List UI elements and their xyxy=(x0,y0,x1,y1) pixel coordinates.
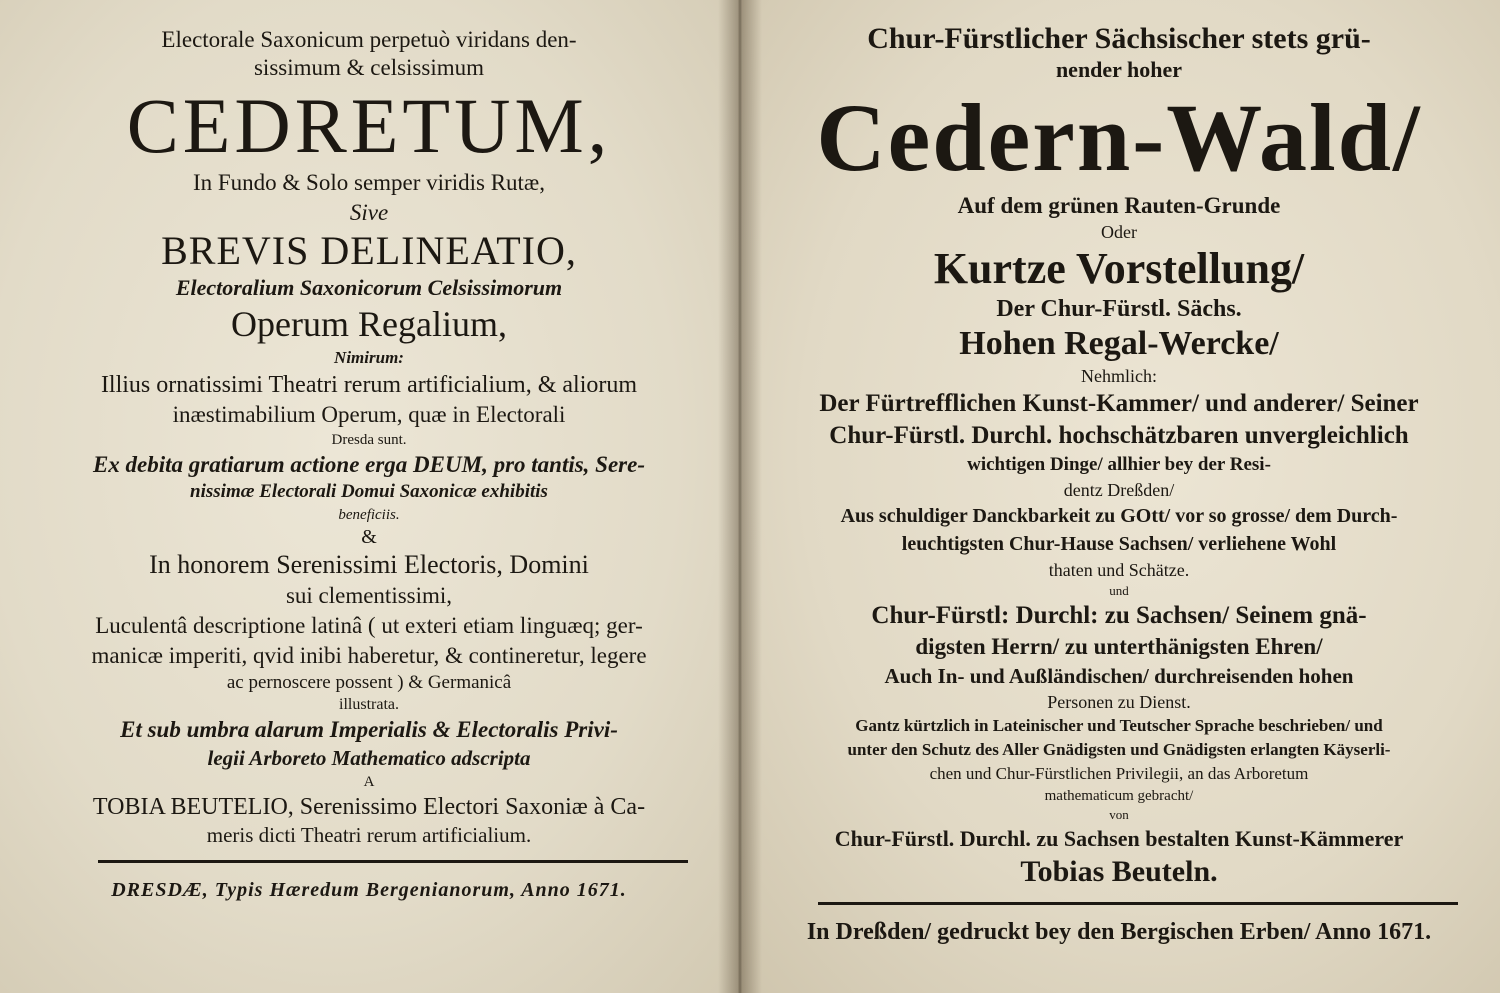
german-title-line: Auf dem grünen Rauten-Grunde xyxy=(957,193,1281,218)
german-subtitle: Hohen Regal-Wercke/ xyxy=(959,325,1279,362)
german-body-line: thaten und Schätze. xyxy=(1048,560,1190,580)
latin-author-line: TOBIA BEUTELIO, Serenissimo Electori Saxoniæ à Ca- xyxy=(92,794,646,820)
latin-body-line: beneficiis. xyxy=(338,507,400,523)
latin-title-line: In Fundo & Solo semper viridis Rutæ, xyxy=(192,170,546,195)
latin-title-line: sissimum & celsissimum xyxy=(253,55,485,80)
latin-body-line: & xyxy=(361,526,377,548)
german-body-line: Chur-Fürstl. Durchl. hochschätzbaren unvergleichlich xyxy=(829,422,1409,449)
latin-body-line: nissimæ Electorali Domui Saxonicæ exhibitis xyxy=(190,481,548,502)
german-body-line: chen und Chur-Fürstlichen Privilegii, an das Arboretum xyxy=(929,764,1309,783)
german-author-name: Tobias Beuteln. xyxy=(1020,855,1218,888)
left-title-page xyxy=(0,0,738,993)
latin-title-line: Electorale Saxonicum perpetuò viridans den- xyxy=(161,27,577,52)
german-imprint: In Dreßden/ gedruckt bey den Bergischen Erben/ Anno 1671. xyxy=(806,919,1432,945)
latin-title-line: Electoralium Saxonicorum Celsissimorum xyxy=(175,275,563,300)
german-body-line: wichtigen Dinge/ allhier bey der Resi- xyxy=(967,454,1271,475)
imprint-rule xyxy=(818,902,1458,905)
latin-body-line: illustrata. xyxy=(339,696,399,713)
german-body-line: Chur-Fürstl: Durchl: zu Sachsen/ Seinem gnä- xyxy=(871,602,1367,629)
german-title-line: Oder xyxy=(1101,222,1137,242)
german-body-line: Auch In- und Außländischen/ durchreisenden hohen xyxy=(884,664,1354,688)
latin-body-line: ac pernoscere possent ) & Germanicâ xyxy=(226,672,512,693)
german-body-line: leuchtigsten Chur-Hause Sachsen/ verliehene Wohl xyxy=(901,533,1337,555)
latin-title-line: Sive xyxy=(349,200,389,225)
latin-subtitle: BREVIS DELINEATIO, xyxy=(161,228,577,273)
german-title-line: Nehmlich: xyxy=(1081,366,1157,386)
latin-body-line: Ex debita gratiarum actione erga DEUM, pro tantis, Sere- xyxy=(92,452,646,477)
latin-body-line: manicæ imperiti, qvid inibi haberetur, & contineretur, legere xyxy=(91,643,647,668)
german-subtitle: Kurtze Vorstellung/ xyxy=(933,244,1305,293)
latin-body-line: In honorem Serenissimi Electoris, Domini xyxy=(149,550,589,579)
latin-body-line: sui clementissimi, xyxy=(285,583,453,608)
latin-author-line: meris dicti Theatri rerum artificialium. xyxy=(206,823,532,847)
latin-body-line: A xyxy=(363,774,375,790)
latin-body-line: Dresda sunt. xyxy=(331,432,407,448)
latin-body-line: Et sub umbra alarum Imperialis & Electoralis Privi- xyxy=(120,717,618,742)
german-body-line: mathematicum gebracht/ xyxy=(1044,788,1194,804)
german-body-line: Gantz kürtzlich in Lateinischer und Teutscher Sprache beschrieben/ und xyxy=(855,716,1383,735)
german-body-line: Personen zu Dienst. xyxy=(1047,692,1191,712)
latin-body-line: Illius ornatissimi Theatri rerum artificialium, & aliorum xyxy=(100,372,638,398)
latin-subtitle: Operum Regalium, xyxy=(231,304,507,344)
german-author-line: Chur-Fürstl. Durchl. zu Sachsen bestalten Kunst-Kämmerer xyxy=(834,826,1404,851)
german-body-line: dentz Dreßden/ xyxy=(1063,480,1175,500)
german-body-line: Der Fürtrefflichen Kunst-Kammer/ und anderer/ Seiner xyxy=(819,390,1419,417)
german-body-line: und xyxy=(1109,583,1129,598)
latin-body-line: Luculentâ descriptione latinâ ( ut exteri etiam linguæq; ger- xyxy=(95,613,643,638)
imprint-rule xyxy=(98,860,688,863)
german-body-line: von xyxy=(1109,807,1129,822)
latin-body-line: legii Arboreto Mathematico adscripta xyxy=(207,746,531,770)
german-body-line: digsten Herrn/ zu unterthänigsten Ehren/ xyxy=(915,634,1323,659)
german-body-line: unter den Schutz des Aller Gnädigsten und Gnädigsten erlangten Käyserli- xyxy=(847,740,1391,759)
german-title-line: nender hoher xyxy=(1055,57,1183,82)
german-body-line: Aus schuldiger Danckbarkeit zu GOtt/ vor so grosse/ dem Durch- xyxy=(840,505,1398,527)
german-main-title: Cedern-Wald/ xyxy=(816,84,1422,191)
latin-title-line: Nimirum: xyxy=(334,348,404,367)
german-title-line: Der Chur-Fürstl. Sächs. xyxy=(996,296,1242,322)
latin-imprint: DRESDÆ, Typis Hæredum Bergenianorum, Anno 1671. xyxy=(111,879,627,901)
german-title-line: Chur-Fürstlicher Sächsischer stets grü- xyxy=(867,22,1371,55)
latin-body-line: inæstimabilium Operum, quæ in Electorali xyxy=(172,402,566,427)
latin-main-title: CEDRETUM, xyxy=(126,82,612,169)
right-title-page xyxy=(738,0,1500,993)
